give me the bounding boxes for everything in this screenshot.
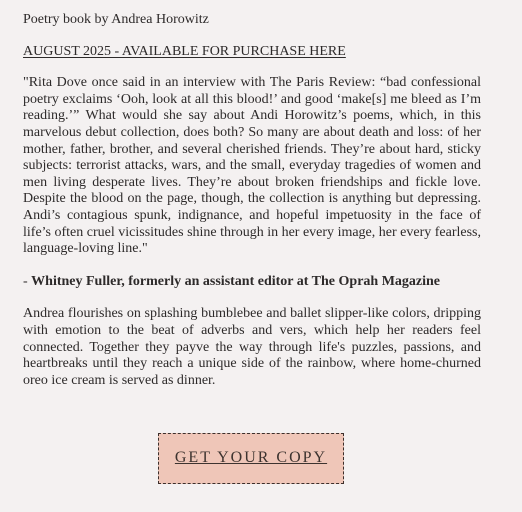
cta-section — [23, 405, 481, 475]
review-attribution — [23, 274, 481, 291]
attribution-dash: - — [23, 273, 32, 289]
book-review-quote: "Rita Dove once said in an interview with The Paris Review: “bad confessional poetry exclaims ‘Ooh, look at all this blood!’ and good ‘make[s] me bleed as I’m reading.’” What would she say about Andi Horowitz’s poems, which, in this marvelous debut collection, does both? So many are about death and loss: of her mother, father, brother, and several cherished friends. They’re about hard, sticky subjects: terrorist attacks, wars, and the small, everyday tragedies of women and men living desperate lives. They’re about broken friendships and fickle love. Despite the blood on the page, though, the collection is anything but depressing. Andi’s contagious spunk, indignance, and hopeful impetuosity in the face of life’s often cruel vicissitudes shine through in her every image, her every fearless, language-loving line." — [23, 75, 481, 257]
purchase-availability-link[interactable]: AUGUST 2025 - AVAILABLE FOR PURCHASE HERE — [23, 43, 346, 59]
get-your-copy-button[interactable]: GET YOUR COPY — [158, 433, 344, 484]
page-intro: Poetry book by Andrea Horowitz — [23, 12, 209, 27]
review-author: Whitney Fuller, formerly an assistant editor at The Oprah Magazine — [31, 273, 441, 289]
book-description: Andrea flourishes on splashing bumblebee and ballet slipper-like colors, dripping with emotion to the beat of adverbs and vers, which help her readers feel connected. Together they payve the way through life's puzzles, passions, and heartbreaks until they reach a unique side of the rainbow, where home-churned oreo ice cream is served as dinner. — [23, 306, 481, 388]
